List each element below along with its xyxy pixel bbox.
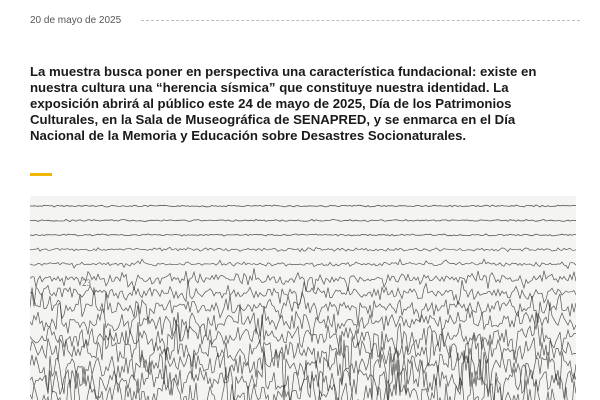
seismogram-image[interactable] bbox=[30, 196, 576, 400]
lead-paragraph: La muestra busca poner en perspectiva una característica fundacional: existe en nuestra cultura una “herencia sísmica” que constituye nuestra identidad. La exposición abrirá al público este 24 de mayo de 2025, Día de los Patrimonios Culturales, en la Sala de Museográfica de SENAPRED, y se enmarca en el Día Nacional de la Memoria y Educación sobre Desastres Socionaturales. bbox=[30, 64, 537, 143]
seismogram-trace bbox=[30, 247, 576, 251]
dotted-divider bbox=[141, 20, 580, 21]
seismogram-trace bbox=[30, 219, 576, 221]
publish-date: 20 de mayo de 2025 bbox=[30, 14, 122, 26]
seismogram-trace bbox=[30, 259, 576, 268]
seismogram-trace bbox=[30, 320, 576, 386]
seismogram-annotation: 23 bbox=[82, 278, 91, 288]
seismogram-trace bbox=[30, 205, 576, 207]
seismogram-drawing bbox=[30, 196, 576, 400]
date-row bbox=[30, 12, 580, 28]
accent-bar bbox=[30, 173, 52, 176]
seismogram-trace bbox=[30, 346, 576, 400]
seismogram-trace bbox=[30, 234, 576, 236]
